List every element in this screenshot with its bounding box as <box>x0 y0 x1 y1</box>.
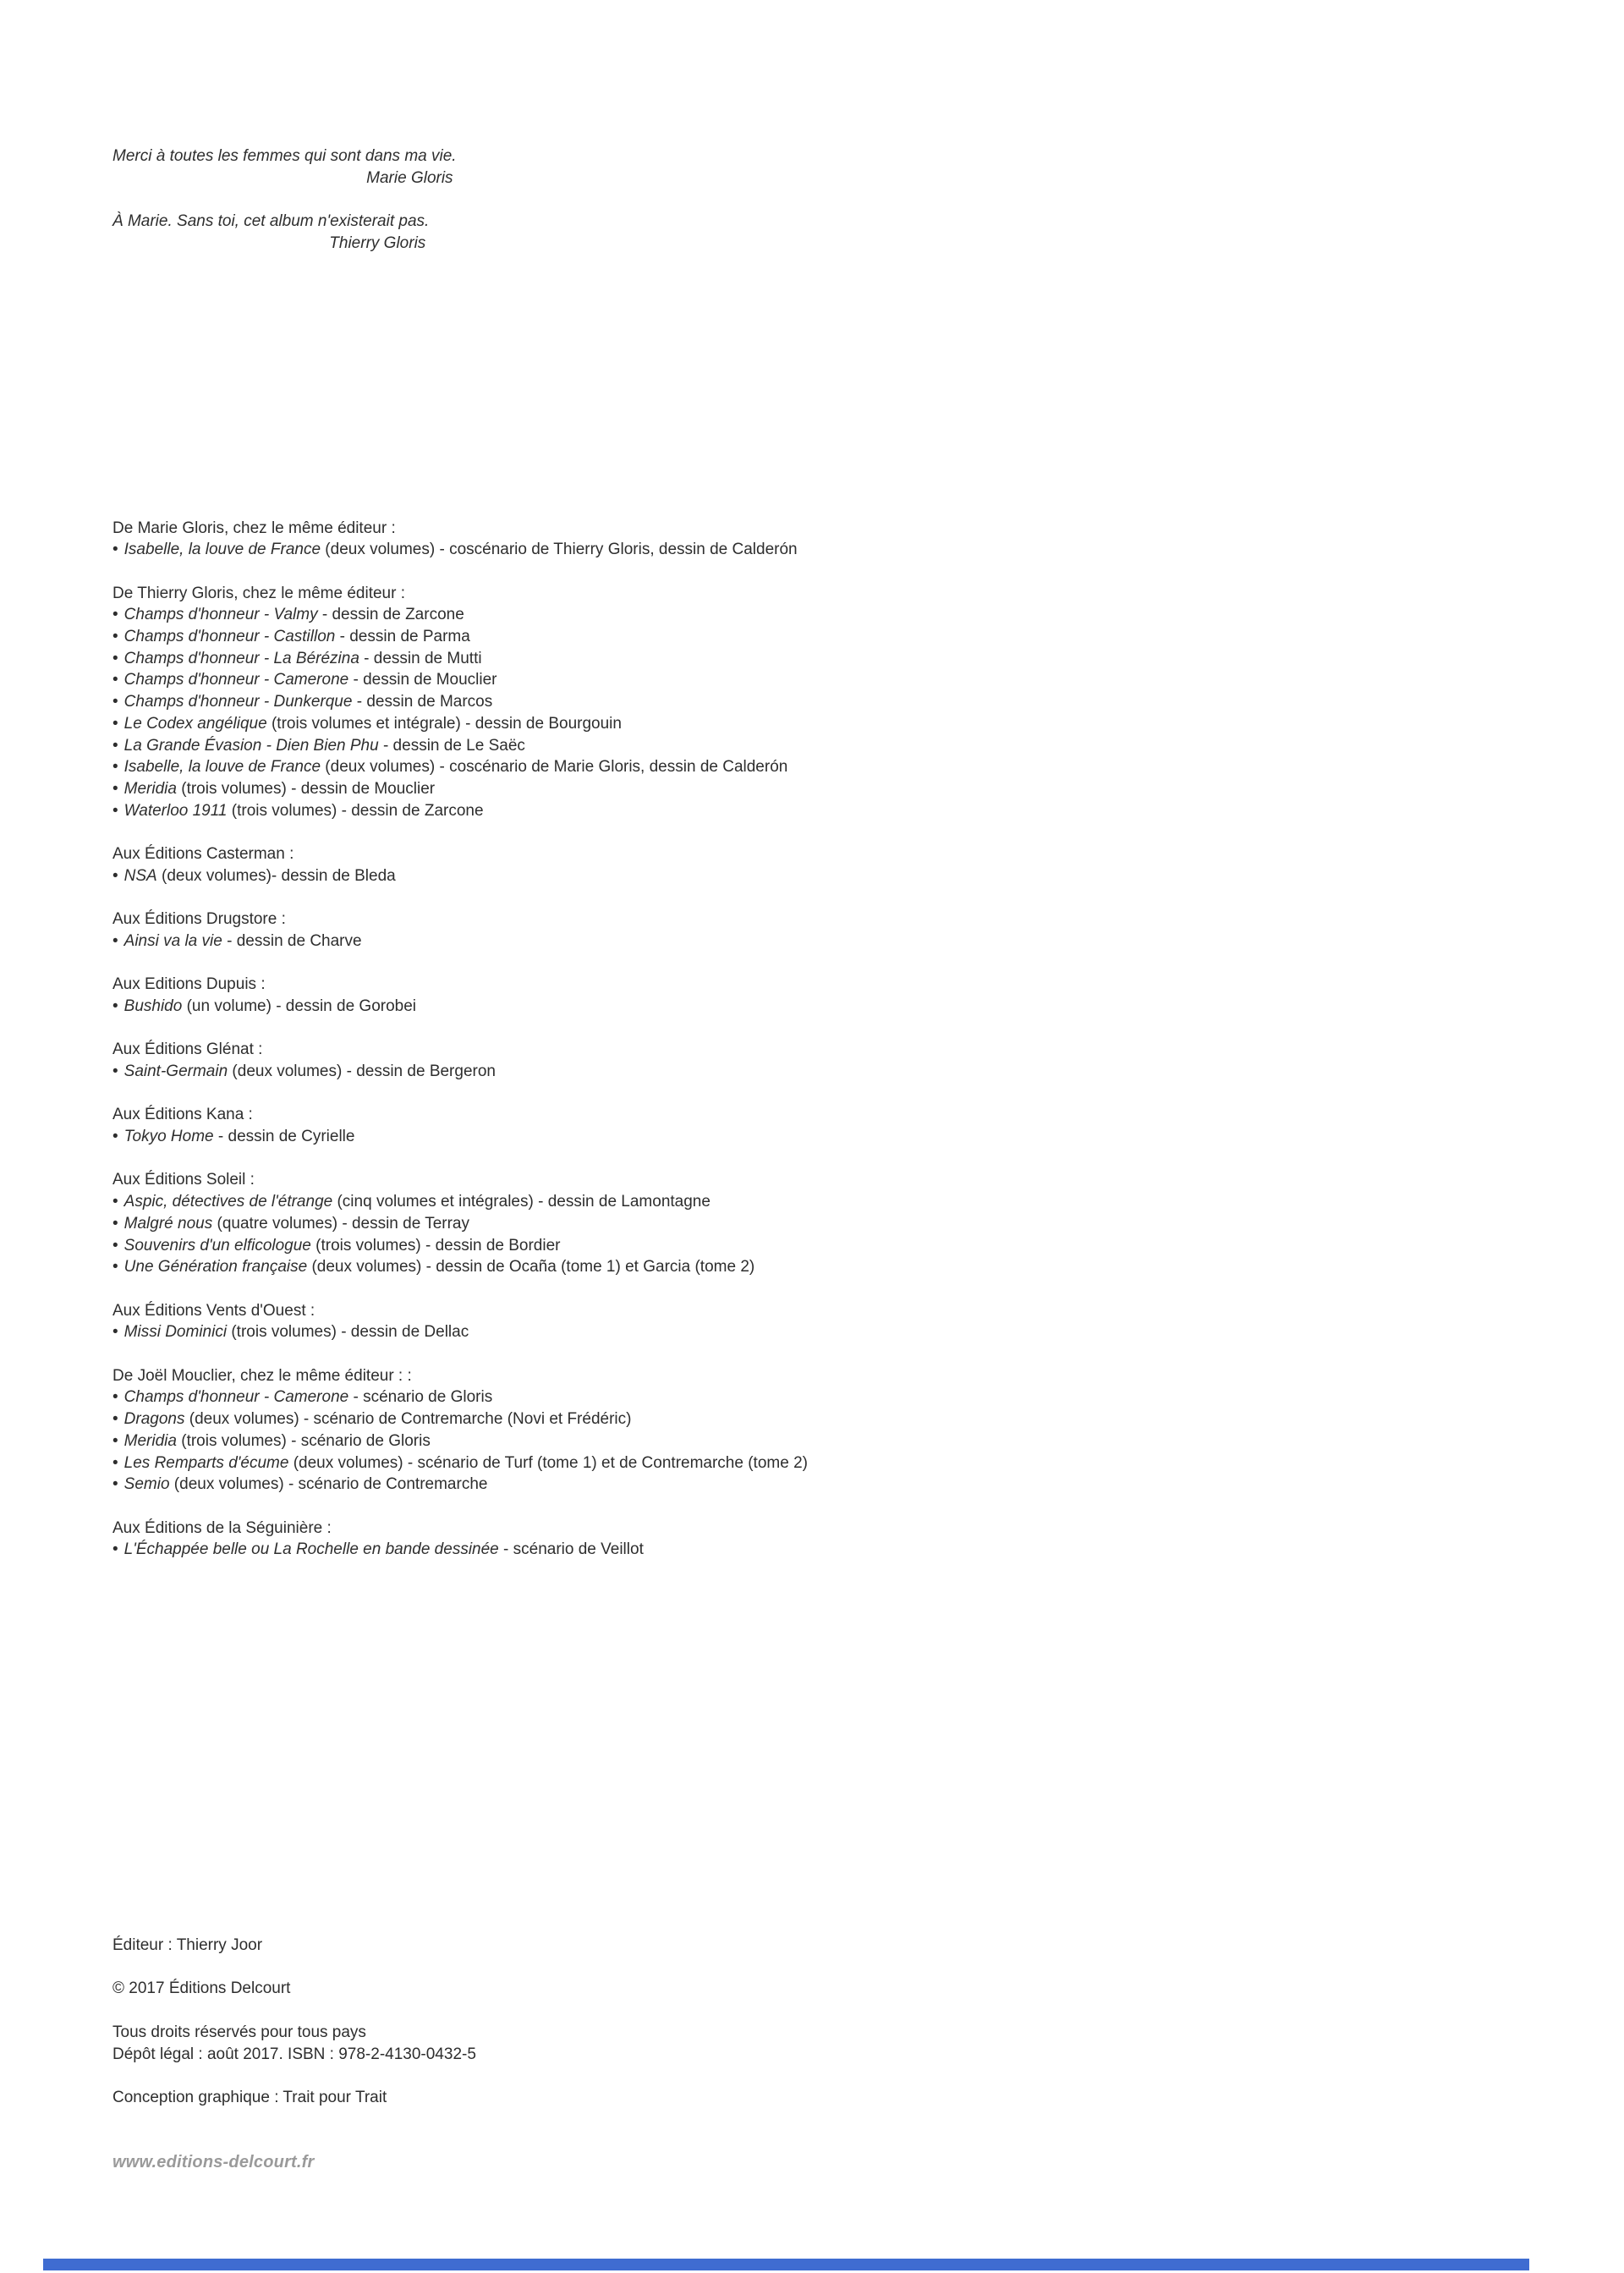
bibliography-item <box>112 1235 1381 1257</box>
page-content <box>112 145 1381 2174</box>
item-title: L'Échappée belle ou La Rochelle en bande dessinée <box>123 1540 499 1559</box>
bibliography-item <box>112 756 1381 778</box>
item-title: Saint-Germain <box>123 1062 228 1080</box>
item-title: La Grande Évasion - Dien Bien Phu <box>123 736 379 755</box>
section-header: De Joël Mouclier, chez le même éditeur : : <box>112 1366 412 1385</box>
item-title: Semio <box>123 1475 170 1494</box>
bibliography-item <box>112 691 1381 713</box>
section-header: Aux Éditions de la Séguinière : <box>112 1518 332 1537</box>
section-header: Aux Éditions Casterman : <box>112 845 294 864</box>
bibliography-item <box>112 1061 1381 1083</box>
item-detail: - dessin de Mouclier <box>348 671 497 689</box>
bibliography-section <box>112 843 1381 887</box>
bibliography-item <box>112 604 1381 626</box>
dedication-quote: Merci à toutes les femmes qui sont dans ma vie. <box>112 147 457 165</box>
item-detail: (trois volumes) - dessin de Zarcone <box>227 801 484 820</box>
copyright-line: © 2017 Éditions Delcourt <box>112 1979 291 1998</box>
item-detail: - dessin de Mutti <box>359 649 482 667</box>
bibliography-section <box>112 1169 1381 1278</box>
bullet-icon: • <box>112 1431 118 1450</box>
section-header: Aux Éditions Drugstore : <box>112 910 286 929</box>
bibliography-item <box>112 1213 1381 1235</box>
dedication-list <box>112 145 1381 255</box>
item-title: Champs d'honneur - Valmy <box>123 606 318 624</box>
section-header: Aux Éditions Glénat : <box>112 1040 263 1059</box>
item-title: Tokyo Home <box>123 1128 214 1146</box>
item-title: Souvenirs d'un elficologue <box>123 1236 311 1255</box>
bibliography-item <box>112 539 1381 561</box>
item-title: Isabelle, la louve de France <box>123 758 321 777</box>
item-detail: - scénario de Gloris <box>348 1388 493 1407</box>
dedication-block <box>112 145 457 189</box>
bullet-icon: • <box>112 693 118 711</box>
bibliography-section <box>112 974 1381 1017</box>
item-detail: (un volume) - dessin de Gorobei <box>182 996 417 1015</box>
bullet-icon: • <box>112 541 118 559</box>
item-detail: (deux volumes) - coscénario de Marie Gloris, dessin de Calderón <box>321 758 788 777</box>
bullet-icon: • <box>112 1388 118 1407</box>
item-title: Dragons <box>123 1410 185 1429</box>
bullet-icon: • <box>112 1236 118 1255</box>
bibliography-item <box>112 1386 1381 1408</box>
bullet-icon: • <box>112 1214 118 1233</box>
bullet-icon: • <box>112 996 118 1015</box>
bibliography-item <box>112 648 1381 670</box>
bibliography-item <box>112 669 1381 691</box>
item-detail: - dessin de Charve <box>222 931 362 950</box>
bibliography-item <box>112 713 1381 735</box>
bullet-icon: • <box>112 649 118 667</box>
dedication-signature: Thierry Gloris <box>329 233 426 252</box>
bibliography-item <box>112 735 1381 757</box>
section-header: De Thierry Gloris, chez le même éditeur : <box>112 584 405 602</box>
bibliography-item <box>112 1256 1381 1278</box>
bullet-icon: • <box>112 1475 118 1494</box>
bibliography-item <box>112 1126 1381 1148</box>
bibliography-item <box>112 626 1381 648</box>
item-detail: (trois volumes) - dessin de Dellac <box>227 1323 469 1342</box>
bibliography-section <box>112 1365 1381 1496</box>
item-title: Champs d'honneur - Camerone <box>123 1388 349 1407</box>
item-title: Aspic, détectives de l'étrange <box>123 1193 333 1211</box>
item-title: Le Codex angélique <box>123 714 267 733</box>
rights-line: Tous droits réservés pour tous pays <box>112 2023 366 2041</box>
item-title: Les Remparts d'écume <box>123 1453 289 1472</box>
bullet-icon: • <box>112 801 118 820</box>
bullet-icon: • <box>112 931 118 950</box>
item-title: Une Génération française <box>123 1258 308 1277</box>
bullet-icon: • <box>112 1062 118 1080</box>
bullet-icon: • <box>112 1453 118 1472</box>
item-detail: (deux volumes) - coscénario de Thierry Gloris, dessin de Calderón <box>321 541 798 559</box>
item-detail: (trois volumes) - dessin de Mouclier <box>176 779 436 798</box>
bibliography-item <box>112 1474 1381 1496</box>
item-detail: - scénario de Veillot <box>498 1540 644 1559</box>
bibliography-sections <box>112 518 1381 1562</box>
item-detail: (deux volumes) - scénario de Turf (tome 1) et de Contremarche (tome 2) <box>288 1453 808 1472</box>
item-detail: (deux volumes) - scénario de Contremarche (Novi et Frédéric) <box>184 1410 632 1429</box>
bullet-icon: • <box>112 1193 118 1211</box>
item-title: Meridia <box>123 779 177 798</box>
bibliography-item <box>112 865 1381 887</box>
bibliography-item <box>112 778 1381 800</box>
bullet-icon: • <box>112 1258 118 1277</box>
bibliography-item <box>112 931 1381 953</box>
section-header: Aux Editions Dupuis : <box>112 975 266 994</box>
item-title: Ainsi va la vie <box>123 931 222 950</box>
item-detail: (trois volumes) - scénario de Gloris <box>176 1431 431 1450</box>
item-detail: (deux volumes) - dessin de Ocaña (tome 1) et Garcia (tome 2) <box>307 1258 755 1277</box>
item-detail: (deux volumes) - dessin de Bergeron <box>228 1062 496 1080</box>
bullet-icon: • <box>112 1128 118 1146</box>
item-detail: (trois volumes et intégrale) - dessin de Bourgouin <box>266 714 622 733</box>
bullet-icon: • <box>112 1540 118 1559</box>
item-title: Champs d'honneur - Castillon <box>123 628 336 645</box>
bullet-icon: • <box>112 628 118 645</box>
design-line: Conception graphique : Trait pour Trait <box>112 2088 387 2106</box>
bibliography-item <box>112 996 1381 1018</box>
colophon <box>112 1935 1381 2109</box>
item-title: Champs d'honneur - La Bérézina <box>123 649 359 667</box>
bullet-icon: • <box>112 606 118 624</box>
bullet-icon: • <box>112 758 118 777</box>
bullet-icon: • <box>112 714 118 733</box>
item-detail: - dessin de Marcos <box>352 693 493 711</box>
item-title: Malgré nous <box>123 1214 213 1233</box>
dedication-quote: À Marie. Sans toi, cet album n'existerait pas. <box>112 212 430 231</box>
bullet-icon: • <box>112 671 118 689</box>
bullet-icon: • <box>112 1323 118 1342</box>
bibliography-item <box>112 1408 1381 1430</box>
bottom-accent-bar <box>43 2259 1529 2270</box>
item-title: Champs d'honneur - Camerone <box>123 671 349 689</box>
bibliography-section <box>112 1104 1381 1147</box>
item-title: NSA <box>123 866 157 885</box>
dedication-signature: Marie Gloris <box>366 168 453 187</box>
item-title: Champs d'honneur - Dunkerque <box>123 693 353 711</box>
bibliography-section <box>112 583 1381 822</box>
rights-block <box>112 2022 1381 2065</box>
item-detail: (cinq volumes et intégrales) - dessin de Lamontagne <box>332 1193 710 1211</box>
item-detail: (trois volumes) - dessin de Bordier <box>310 1236 561 1255</box>
section-header: Aux Éditions Vents d'Ouest : <box>112 1301 315 1320</box>
item-detail: (deux volumes)- dessin de Bleda <box>156 866 396 885</box>
item-detail: - dessin de Cyrielle <box>213 1128 355 1146</box>
bullet-icon: • <box>112 1410 118 1429</box>
legal-line: Dépôt légal : août 2017. ISBN : 978-2-4130-0432-5 <box>112 2045 476 2063</box>
editor-line: Éditeur : Thierry Joor <box>112 1936 263 1955</box>
bibliography-section <box>112 1300 1381 1343</box>
bibliography-item <box>112 1191 1381 1213</box>
item-detail: - dessin de Le Saëc <box>378 736 525 755</box>
bibliography-section <box>112 1518 1381 1561</box>
item-title: Meridia <box>123 1431 177 1450</box>
bibliography-item <box>112 1321 1381 1343</box>
item-title: Waterloo 1911 <box>123 801 228 820</box>
section-header: De Marie Gloris, chez le même éditeur : <box>112 519 396 537</box>
bibliography-section <box>112 518 1381 561</box>
item-title: Bushido <box>123 996 183 1015</box>
bibliography-item <box>112 1539 1381 1561</box>
bullet-icon: • <box>112 779 118 798</box>
bibliography-item <box>112 1430 1381 1452</box>
section-header: Aux Éditions Kana : <box>112 1106 253 1124</box>
item-detail: - dessin de Zarcone <box>317 606 464 624</box>
section-header: Aux Éditions Soleil : <box>112 1171 255 1189</box>
bullet-icon: • <box>112 736 118 755</box>
item-detail: - dessin de Parma <box>335 628 470 645</box>
item-title: Missi Dominici <box>123 1323 228 1342</box>
bullet-icon: • <box>112 866 118 885</box>
publisher-website: www.editions-delcourt.fr <box>112 2153 315 2172</box>
item-detail: (quatre volumes) - dessin de Terray <box>212 1214 469 1233</box>
bibliography-item <box>112 800 1381 822</box>
bibliography-section <box>112 909 1381 952</box>
item-title: Isabelle, la louve de France <box>123 541 321 559</box>
bibliography-item <box>112 1452 1381 1474</box>
dedication-block <box>112 211 429 254</box>
item-detail: (deux volumes) - scénario de Contremarche <box>169 1475 488 1494</box>
bibliography-section <box>112 1039 1381 1082</box>
